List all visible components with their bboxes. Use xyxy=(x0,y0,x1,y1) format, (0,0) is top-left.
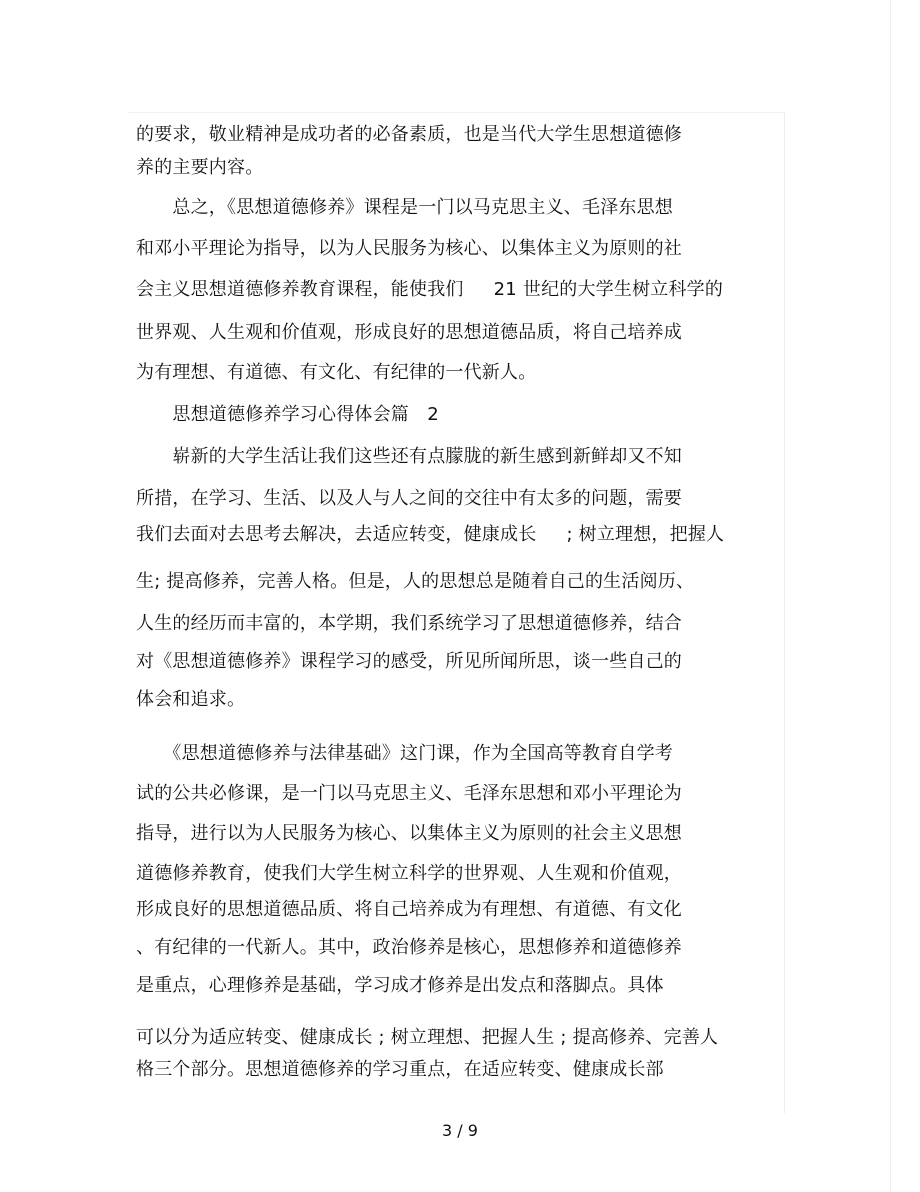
text-line: 思想道德修养学习心得体会篇 2 xyxy=(136,404,439,425)
text-line: 是重点，心理修养是基础，学习成才修养是出发点和落脚点。具体 xyxy=(136,975,664,996)
text-line: 生; 提高修养，完善人格。但是，人的思想总是随着自己的生活阅历、 xyxy=(136,571,695,592)
text-line: 对《思想道德修养》课程学习的感受，所见所闻所思，谈一些自己的 xyxy=(136,651,682,672)
text-line: 崭新的大学生活让我们这些还有点朦胧的新生感到新鲜却又不知 xyxy=(136,446,682,467)
text-line: 、有纪律的一代新人。其中，政治修养是核心，思想修养和道德修养 xyxy=(136,937,682,958)
text-line: 人生的经历而丰富的，本学期，我们系统学习了思想道德修养，结合 xyxy=(136,613,682,634)
text-line: 会主义思想道德修养教育课程，能使我们 21 世纪的大学生树立科学的 xyxy=(136,279,724,300)
text-line: 所措，在学习、生活、以及人与人之间的交往中有太多的问题，需要 xyxy=(136,488,682,509)
scroll-edge-divider xyxy=(890,0,891,1192)
text-line: 世界观、人生观和价值观，形成良好的思想道德品质，将自己培养成 xyxy=(136,322,682,343)
text-line: 养的主要内容。 xyxy=(136,157,264,178)
text-line: 和邓小平理论为指导，以为人民服务为核心、以集体主义为原则的社 xyxy=(136,238,682,259)
text-line: 体会和追求。 xyxy=(136,689,246,710)
text-line: 为有理想、有道德、有文化、有纪律的一代新人。 xyxy=(136,362,537,383)
text-line: 总之，《思想道德修养》课程是一门以马克思主义、毛泽东思想 xyxy=(136,197,673,218)
text-line: 可以分为适应转变、健康成长 ; 树立理想、把握人生 ; 提高修养、完善人 xyxy=(136,1027,719,1048)
text-line: 道德修养教育，使我们大学生树立科学的世界观、人生观和价值观， xyxy=(136,863,682,884)
text-line: 指导，进行以为人民服务为核心、以集体主义为原则的社会主义思想 xyxy=(136,823,682,844)
text-line: 格三个部分。思想道德修养的学习重点，在适应转变、健康成长部 xyxy=(136,1059,664,1080)
text-line: 形成良好的思想道德品质、将自己培养成为有理想、有道德、有文化 xyxy=(136,899,682,920)
text-line: 试的公共必修课，是一门以马克思主义、毛泽东思想和邓小平理论为 xyxy=(136,783,682,804)
page-number: 3 / 9 xyxy=(442,1121,478,1140)
text-line: 《思想道德修养与法律基础》这门课，作为全国高等教育自学考 xyxy=(136,743,673,764)
text-line: 我们去面对去思考去解决，去适应转变，健康成长 ; 树立理想，把握人 xyxy=(136,524,725,545)
text-line: 的要求，敬业精神是成功者的必备素质，也是当代大学生思想道德修 xyxy=(136,124,682,145)
